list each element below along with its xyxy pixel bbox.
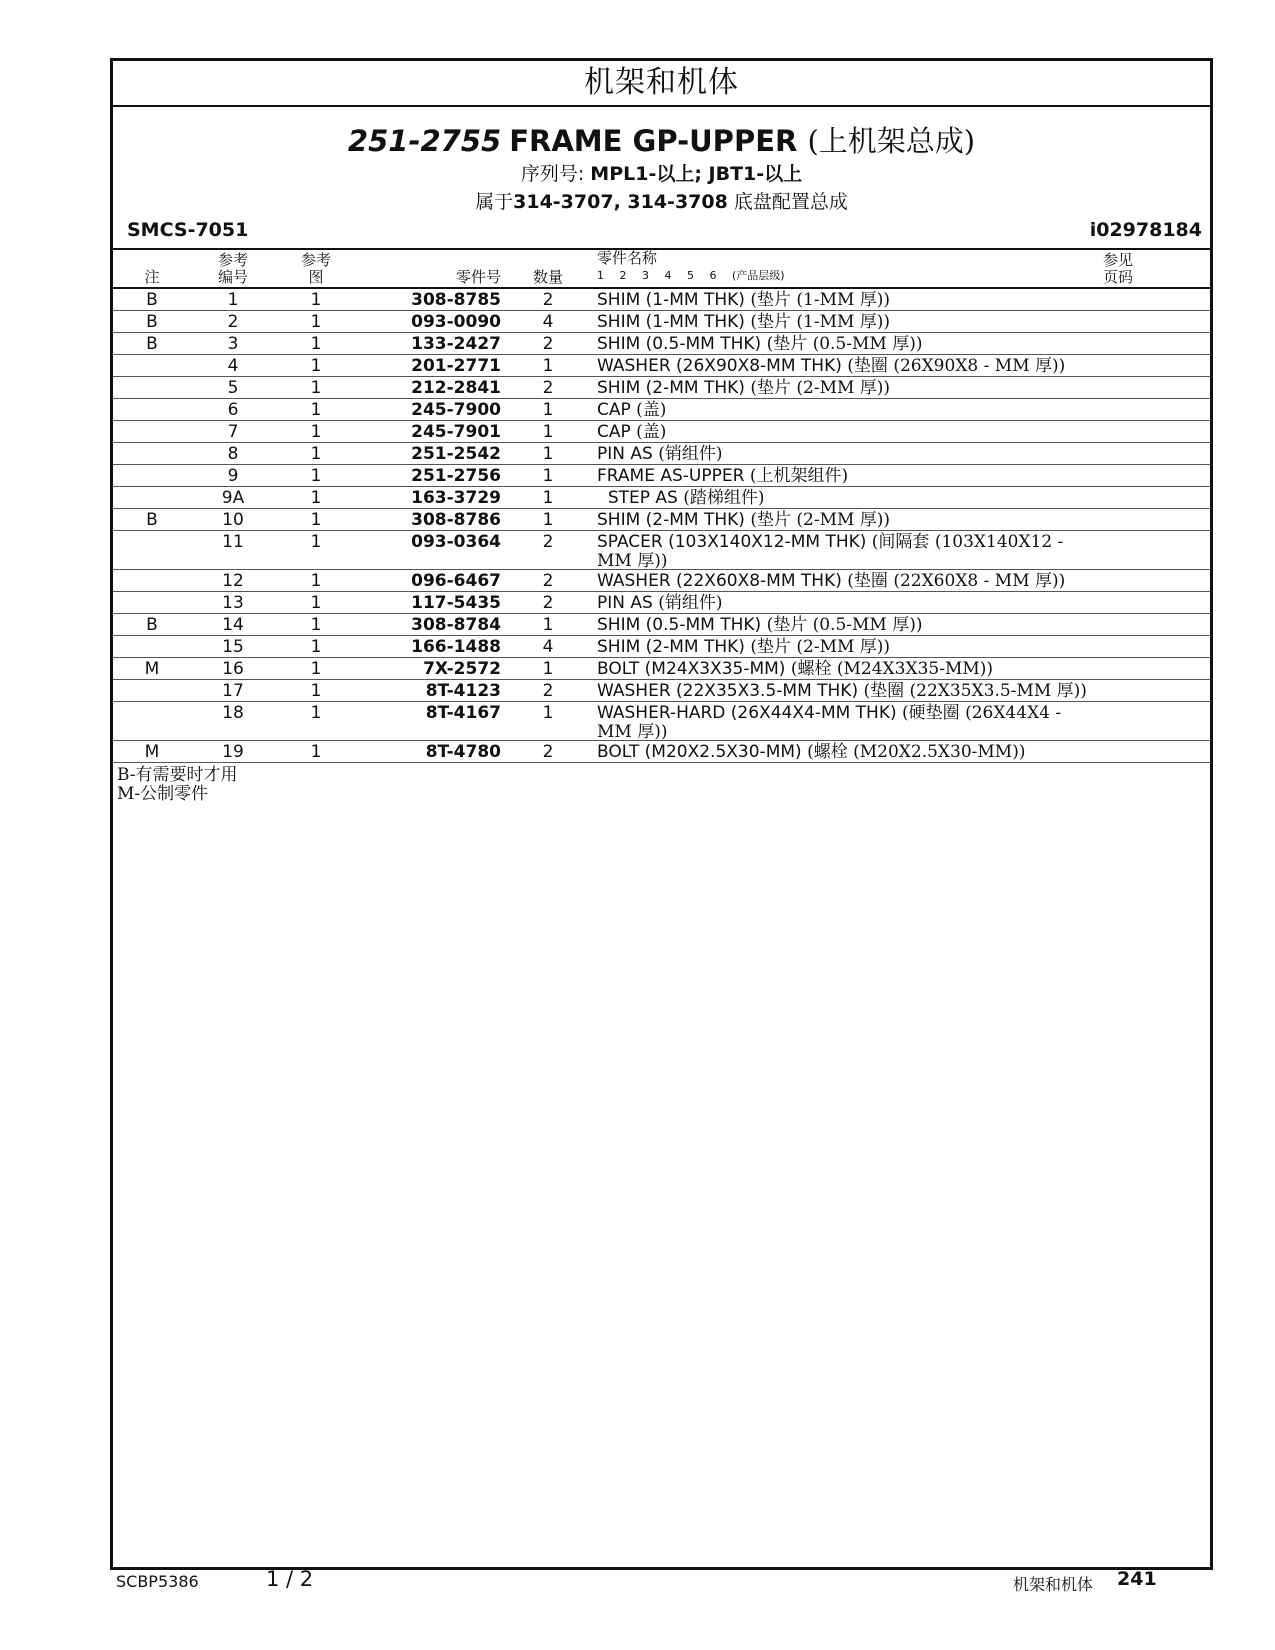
row-part-name-cn: (垫片 (2-MM 厚)) — [750, 378, 891, 398]
table-row — [113, 421, 1210, 443]
legend-item: M-公制零件 — [117, 784, 209, 804]
row-quantity: 1 — [542, 703, 554, 723]
row-part-name-en: PIN AS — [597, 593, 659, 613]
row-part-name — [597, 704, 1092, 742]
row-part-name-en: SHIM (2-MM THK) — [597, 637, 751, 657]
smcs-code: SMCS-7051 — [127, 219, 249, 241]
row-part-name — [597, 467, 1092, 486]
table-row — [113, 636, 1210, 658]
row-part-name-cn: (踏梯组件) — [683, 488, 765, 508]
row-part-name — [597, 291, 1092, 310]
row-note: B — [146, 334, 158, 354]
row-part-name-en: PIN AS — [597, 444, 659, 464]
belongs-line — [113, 187, 1210, 214]
row-figure: 1 — [310, 422, 322, 442]
row-part-name-cn: (间隔套 (103X140X12 - MM 厚)) — [597, 532, 1064, 571]
row-part-name-en: CAP — [597, 422, 637, 442]
row-part-name — [597, 313, 1092, 332]
serial-label: 序列号: — [520, 163, 591, 185]
row-part-name-en: STEP AS — [597, 488, 684, 508]
row-part-name-cn: (垫片 (1-MM 厚)) — [750, 312, 891, 332]
group-name-en: FRAME GP-UPPER — [509, 124, 798, 158]
footer-doc-id: SCBP5386 — [116, 1572, 199, 1591]
table-row — [113, 658, 1210, 680]
info-id: i02978184 — [1089, 219, 1202, 241]
row-part-number: 251-2542 — [411, 444, 501, 464]
row-part-name-en: BOLT (M20X2.5X30-MM) — [597, 742, 808, 762]
row-ref-number: 6 — [227, 400, 239, 420]
row-part-name — [597, 335, 1092, 354]
table-row — [113, 465, 1210, 487]
row-quantity: 2 — [542, 593, 554, 613]
col-levels-caption: (产品层级) — [731, 269, 785, 282]
col-see-page-line2: 页码 — [1102, 268, 1133, 286]
col-ref-no-line1: 参考 — [217, 251, 248, 269]
row-part-name-en: WASHER-HARD (26X44X4-MM THK) — [597, 703, 903, 723]
row-quantity: 2 — [542, 290, 554, 310]
row-part-name-en: SHIM (0.5-MM THK) — [597, 334, 767, 354]
row-ref-number: 5 — [227, 378, 239, 398]
row-part-name — [597, 357, 1092, 376]
group-title — [113, 119, 1210, 160]
row-part-name — [597, 401, 1092, 420]
row-part-name-en: FRAME AS-UPPER — [597, 466, 750, 486]
row-part-number: 093-0364 — [411, 532, 501, 552]
column-headers — [113, 250, 1210, 289]
row-part-number: 166-1488 — [411, 637, 501, 657]
row-part-name-en: WASHER (22X60X8-MM THK) — [597, 571, 848, 591]
row-quantity: 4 — [542, 637, 554, 657]
row-figure: 1 — [310, 615, 322, 635]
row-part-name — [597, 743, 1092, 762]
row-part-name — [597, 511, 1092, 530]
table-row — [113, 680, 1210, 702]
row-part-name — [597, 638, 1092, 657]
row-part-name-cn: (垫圈 (22X60X8 - MM 厚)) — [847, 571, 1066, 591]
row-part-name-en: SPACER (103X140X12-MM THK) — [597, 532, 872, 552]
row-quantity: 2 — [542, 334, 554, 354]
row-ref-number: 12 — [222, 571, 244, 591]
belongs-parts: 314-3707, 314-3708 — [513, 191, 728, 213]
row-note: M — [144, 659, 160, 679]
row-part-name — [597, 489, 1092, 508]
row-quantity: 1 — [542, 510, 554, 530]
row-quantity: 1 — [542, 466, 554, 486]
row-note: B — [146, 615, 158, 635]
row-ref-number: 4 — [227, 356, 239, 376]
group-header — [113, 107, 1210, 250]
row-part-name — [597, 445, 1092, 464]
row-figure: 1 — [310, 400, 322, 420]
row-figure: 1 — [310, 637, 322, 657]
row-ref-number: 14 — [222, 615, 244, 635]
table-row — [113, 614, 1210, 636]
table-row — [113, 509, 1210, 531]
row-part-name-en: WASHER (26X90X8-MM THK) — [597, 356, 848, 376]
belongs-prefix: 属于 — [475, 191, 514, 213]
col-part-name — [597, 250, 897, 284]
row-part-name-en: CAP — [597, 400, 637, 420]
table-row — [113, 333, 1210, 355]
row-part-name — [597, 533, 1092, 571]
row-quantity: 1 — [542, 659, 554, 679]
row-note: B — [146, 510, 158, 530]
row-part-name-en: SHIM (1-MM THK) — [597, 290, 751, 310]
table-row — [113, 289, 1210, 311]
row-part-number: 8T-4780 — [425, 742, 501, 762]
row-figure: 1 — [310, 312, 322, 332]
row-quantity: 1 — [542, 422, 554, 442]
row-ref-number: 19 — [222, 742, 244, 762]
row-quantity: 1 — [542, 488, 554, 508]
group-name-cn: (上机架总成) — [807, 124, 976, 158]
row-part-name-en: WASHER (22X35X3.5-MM THK) — [597, 681, 864, 701]
row-part-number: 133-2427 — [411, 334, 501, 354]
row-figure: 1 — [310, 378, 322, 398]
row-ref-number: 15 — [222, 637, 244, 657]
row-part-name-cn: (垫片 (0.5-MM 厚)) — [766, 615, 923, 635]
row-quantity: 1 — [542, 444, 554, 464]
row-quantity: 2 — [542, 378, 554, 398]
row-part-name — [597, 423, 1092, 442]
row-part-name-cn: (螺栓 (M24X3X35-MM)) — [790, 659, 994, 679]
table-row — [113, 399, 1210, 421]
row-figure: 1 — [310, 593, 322, 613]
table-row — [113, 355, 1210, 377]
footer-section: 机架和机体 — [1013, 1575, 1094, 1594]
row-part-number: 212-2841 — [411, 378, 501, 398]
row-figure: 1 — [310, 444, 322, 464]
col-levels-digits: 1 2 3 4 5 6 — [597, 269, 723, 282]
row-ref-number: 18 — [222, 703, 244, 723]
row-part-name-en: SHIM (2-MM THK) — [597, 378, 751, 398]
row-part-number: 8T-4167 — [425, 703, 501, 723]
row-part-number: 096-6467 — [411, 571, 501, 591]
col-see-page — [1098, 252, 1138, 286]
table-row — [113, 702, 1210, 741]
row-figure: 1 — [310, 703, 322, 723]
row-part-name-cn: (垫圈 (22X35X3.5-MM 厚)) — [863, 681, 1087, 701]
col-fig-line1: 参考 — [300, 251, 331, 269]
row-ref-number: 16 — [222, 659, 244, 679]
row-ref-number: 8 — [227, 444, 239, 464]
belongs-suffix: 底盘配置总成 — [727, 191, 848, 213]
row-note: B — [146, 312, 158, 332]
col-fig-line2: 图 — [308, 268, 324, 286]
row-part-name-cn: (销组件) — [658, 444, 723, 464]
row-part-number: 7X-2572 — [423, 659, 501, 679]
row-part-name-en: BOLT (M24X3X35-MM) — [597, 659, 791, 679]
row-figure: 1 — [310, 532, 322, 552]
row-part-number: 308-8786 — [411, 510, 501, 530]
row-part-name — [597, 572, 1092, 591]
row-quantity: 2 — [542, 532, 554, 552]
row-ref-number: 13 — [222, 593, 244, 613]
row-figure: 1 — [310, 681, 322, 701]
row-ref-number: 11 — [222, 532, 244, 552]
row-ref-number: 9A — [221, 488, 245, 508]
row-part-name-cn: (垫片 (2-MM 厚)) — [750, 637, 891, 657]
row-part-name — [597, 379, 1092, 398]
row-figure: 1 — [310, 290, 322, 310]
row-part-number: 308-8784 — [411, 615, 501, 635]
row-figure: 1 — [310, 488, 322, 508]
table-row — [113, 311, 1210, 333]
serial-line — [113, 159, 1210, 186]
row-part-name-cn: (垫片 (1-MM 厚)) — [750, 290, 891, 310]
row-figure: 1 — [310, 510, 322, 530]
row-quantity: 1 — [542, 615, 554, 635]
parts-table — [113, 289, 1210, 763]
row-part-number: 245-7900 — [411, 400, 501, 420]
row-part-name-cn: (硬垫圈 (26X44X4 - MM 厚)) — [597, 703, 1062, 742]
col-part-no: 零件号 — [455, 268, 501, 286]
row-ref-number: 17 — [222, 681, 244, 701]
row-part-name-en: SHIM (1-MM THK) — [597, 312, 751, 332]
row-part-name-cn: (垫圈 (26X90X8 - MM 厚)) — [847, 356, 1066, 376]
row-part-name-cn: (盖) — [636, 422, 667, 442]
table-row — [113, 377, 1210, 399]
col-qty: 数量 — [532, 268, 563, 286]
row-ref-number: 2 — [227, 312, 239, 332]
col-levels — [597, 267, 897, 284]
legend-item: B-有需要时才用 — [117, 765, 238, 785]
row-quantity: 2 — [542, 742, 554, 762]
row-part-name — [597, 682, 1092, 701]
row-part-number: 201-2771 — [411, 356, 501, 376]
row-quantity: 1 — [542, 400, 554, 420]
row-figure: 1 — [310, 571, 322, 591]
row-part-name-en: SHIM (0.5-MM THK) — [597, 615, 767, 635]
col-ref-no — [208, 252, 258, 286]
row-part-number: 8T-4123 — [425, 681, 501, 701]
col-note: 注 — [144, 268, 160, 286]
table-row — [113, 487, 1210, 509]
col-fig — [291, 252, 341, 286]
row-part-number: 308-8785 — [411, 290, 501, 310]
row-part-name — [597, 594, 1092, 613]
col-part-name-label: 零件名称 — [597, 249, 658, 267]
page-frame — [110, 58, 1213, 1570]
row-note: M — [144, 742, 160, 762]
row-figure: 1 — [310, 659, 322, 679]
row-part-number: 251-2756 — [411, 466, 501, 486]
row-part-name-cn: (垫片 (0.5-MM 厚)) — [766, 334, 923, 354]
row-figure: 1 — [310, 742, 322, 762]
row-ref-number: 9 — [227, 466, 239, 486]
row-part-number: 093-0090 — [411, 312, 501, 332]
col-ref-no-line2: 编号 — [217, 268, 248, 286]
row-part-name-cn: (盖) — [636, 400, 667, 420]
serial-value: MPL1-以上; JBT1-以上 — [590, 163, 803, 185]
row-note: B — [146, 290, 158, 310]
row-part-name-cn: (螺栓 (M20X2.5X30-MM)) — [807, 742, 1026, 762]
row-part-name-cn: (垫片 (2-MM 厚)) — [750, 510, 891, 530]
table-row — [113, 592, 1210, 614]
row-ref-number: 1 — [227, 290, 239, 310]
row-part-number: 245-7901 — [411, 422, 501, 442]
row-ref-number: 3 — [227, 334, 239, 354]
footer-page: 1 / 2 — [266, 1567, 314, 1591]
row-part-number: 163-3729 — [411, 488, 501, 508]
row-part-name — [597, 616, 1092, 635]
row-quantity: 1 — [542, 356, 554, 376]
row-ref-number: 7 — [227, 422, 239, 442]
table-row — [113, 443, 1210, 465]
row-figure: 1 — [310, 334, 322, 354]
legend — [113, 763, 1210, 804]
section-title: 机架和机体 — [113, 61, 1210, 107]
row-ref-number: 10 — [222, 510, 244, 530]
row-part-name — [597, 660, 1092, 679]
row-quantity: 4 — [542, 312, 554, 332]
table-row — [113, 531, 1210, 570]
row-figure: 1 — [310, 466, 322, 486]
row-quantity: 2 — [542, 571, 554, 591]
row-part-name-cn: (上机架组件) — [749, 466, 849, 486]
row-figure: 1 — [310, 356, 322, 376]
footer-page-number: 241 — [1117, 1568, 1157, 1590]
row-part-name-en: SHIM (2-MM THK) — [597, 510, 751, 530]
row-quantity: 2 — [542, 681, 554, 701]
col-see-page-line1: 参见 — [1102, 251, 1133, 269]
table-row — [113, 741, 1210, 763]
table-row — [113, 570, 1210, 592]
group-part-number: 251-2755 — [347, 124, 502, 158]
row-part-name-cn: (销组件) — [658, 593, 723, 613]
row-part-number: 117-5435 — [411, 593, 501, 613]
